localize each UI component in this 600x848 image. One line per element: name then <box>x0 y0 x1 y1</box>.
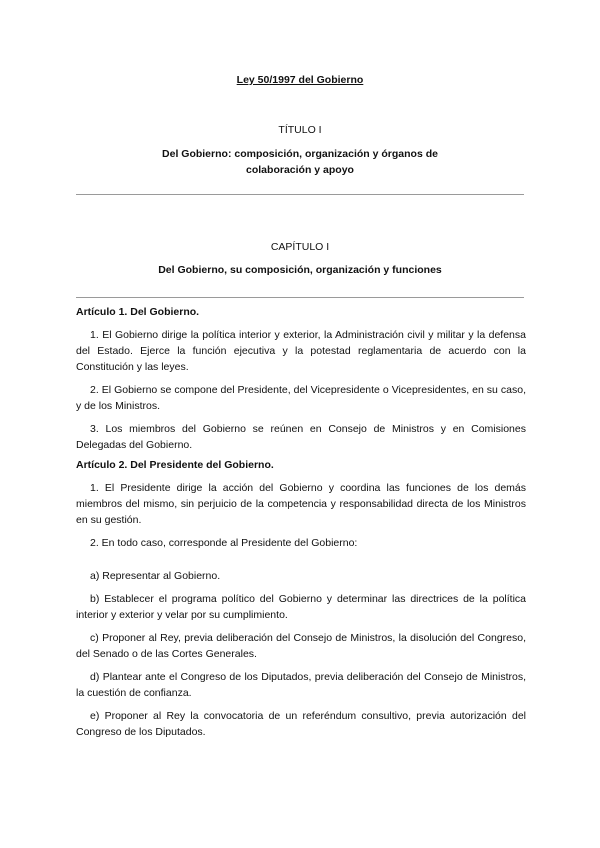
article-paragraph: 2. En todo caso, corresponde al Presidente del Gobierno: <box>90 537 358 549</box>
document-body <box>76 304 526 747</box>
article-list-item: c) Proponer al Rey, previa deliberación del Consejo de Ministros, la disolución del Congreso, del Senado o de las Cortes Generales. <box>76 632 526 660</box>
titulo-label: TÍTULO I <box>278 124 322 136</box>
article-paragraph: 2. El Gobierno se compone del Presidente, del Vicepresidente o Vicepresidentes, en su caso, y de los Ministros. <box>76 384 526 412</box>
titulo-subtitle-line-1: Del Gobierno: composición, organización y órganos de <box>162 148 438 160</box>
article-paragraph: 3. Los miembros del Gobierno se reúnen en Consejo de Ministros y en Comisiones Delegadas del Gobierno. <box>76 423 526 451</box>
titulo-subtitle <box>0 146 600 178</box>
section-divider <box>76 194 524 195</box>
article-list-item: a) Representar al Gobierno. <box>90 570 221 582</box>
capitulo-subtitle: Del Gobierno, su composición, organización y funciones <box>158 264 442 276</box>
article-list-item: e) Proponer al Rey la convocatoria de un referéndum consultivo, previa autorización del Congreso de los Diputados. <box>76 710 526 738</box>
document-title: Ley 50/1997 del Gobierno <box>236 74 364 86</box>
titulo-subtitle-line-2: colaboración y apoyo <box>246 164 354 176</box>
capitulo-label: CAPÍTULO I <box>270 241 330 253</box>
article-heading: Artículo 2. Del Presidente del Gobierno. <box>76 459 274 471</box>
article-paragraph: 1. El Presidente dirige la acción del Gobierno y coordina las funciones de los demás miembros del mismo, sin perjuicio de la competencia y responsabilidad directa de los Ministros en su gestión. <box>76 482 526 526</box>
section-divider <box>76 297 524 298</box>
article-list-item: b) Establecer el programa político del Gobierno y determinar las directrices de la política interior y exterior y velar por su cumplimiento. <box>76 593 526 621</box>
article-list-item: d) Plantear ante el Congreso de los Diputados, previa deliberación del Consejo de Ministros, la cuestión de confianza. <box>76 671 526 699</box>
article-heading: Artículo 1. Del Gobierno. <box>76 306 200 318</box>
article-paragraph: 1. El Gobierno dirige la política interior y exterior, la Administración civil y militar y la defensa del Estado. Ejerce la función ejecutiva y la potestad reglamentaria de acuerdo con la Constitución y las leyes. <box>76 329 526 373</box>
